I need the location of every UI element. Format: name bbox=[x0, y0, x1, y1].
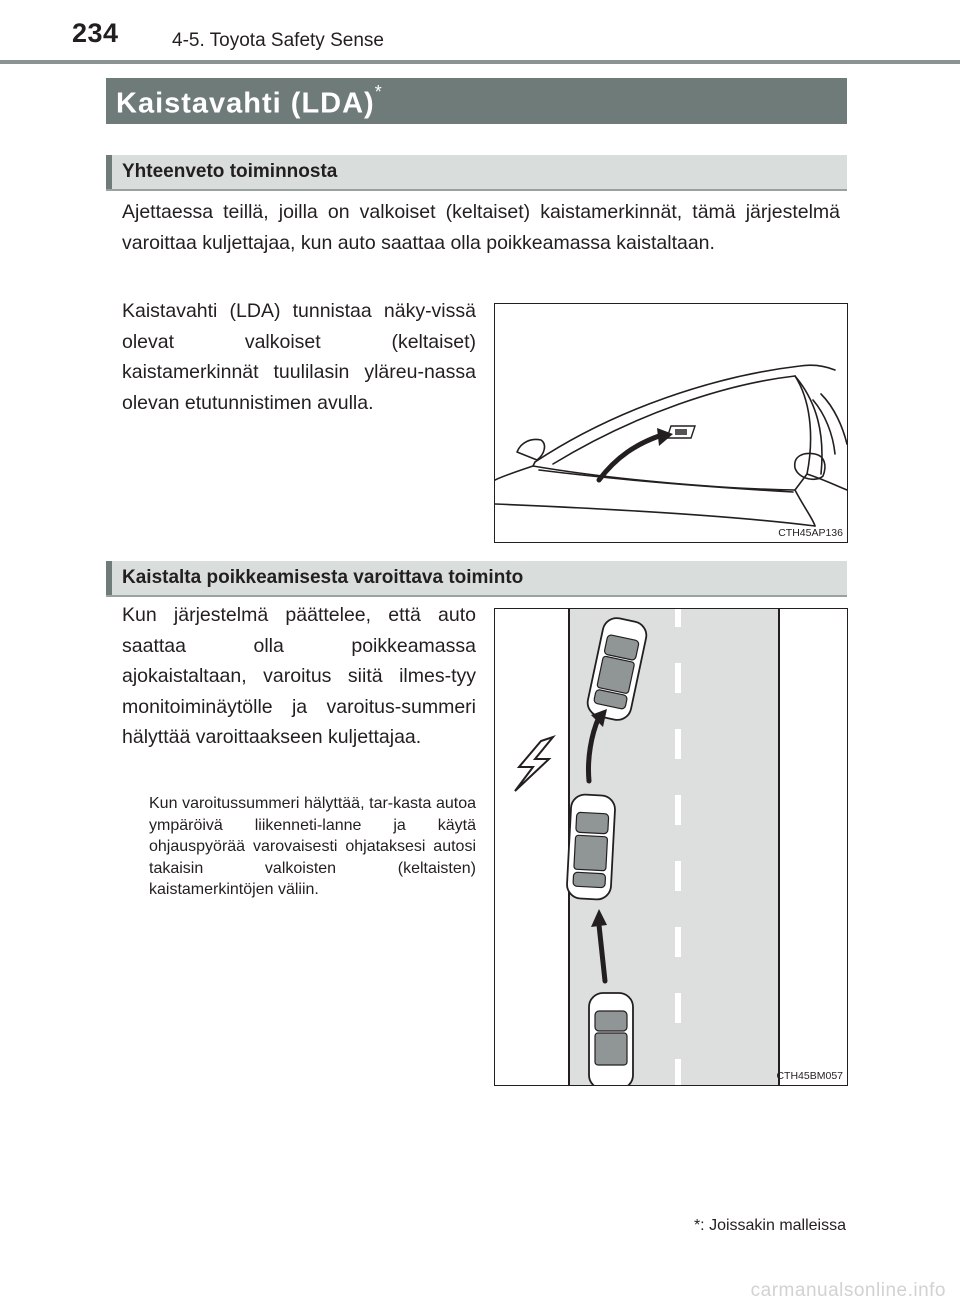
warning-note: Kun varoitussummeri hälyttää, tar-kasta autoa ympäröivä liikenneti-lanne ja käytä ohjauspyörää varovaisesti ohjataksesi autosi takaisin valkoisten (keltaisten) kaistamerkintöjen väliin. bbox=[149, 795, 476, 898]
footnote-asterisk: * bbox=[693, 1217, 701, 1234]
section-heading-label: Kaistalta poikkeamisesta varoittava toiminto bbox=[122, 567, 524, 588]
section-heading-label: Yhteenveto toiminnosta bbox=[122, 161, 338, 182]
intro-paragraph: Ajettaessa teillä, joilla on valkoiset (keltaiset) kaistamerkinnät, tämä järjestelmä varoittaa kuljettajaa, kun auto saattaa olla poikkeamassa kaistaltaan. bbox=[122, 201, 840, 254]
car-bottom bbox=[589, 993, 633, 1085]
front-sensor-icon bbox=[667, 426, 695, 438]
page-title-text: Kaistavahti (LDA) bbox=[116, 87, 375, 120]
car-middle bbox=[566, 794, 615, 900]
title-asterisk: * bbox=[374, 82, 383, 102]
page-title-bar bbox=[106, 78, 847, 124]
footnote-text: : Joissakin malleissa bbox=[700, 1217, 846, 1234]
figure-code: CTH45BM057 bbox=[776, 1070, 843, 1082]
page-title bbox=[116, 82, 383, 121]
section-heading-warning bbox=[106, 561, 847, 597]
windshield-camera-figure bbox=[494, 303, 848, 543]
watermark: carmanualsonline.info bbox=[750, 1280, 946, 1301]
windshield-illustration bbox=[495, 304, 847, 542]
footnote bbox=[694, 1217, 846, 1235]
header-divider bbox=[0, 60, 960, 64]
heading-accent bbox=[106, 155, 112, 189]
sensor-description: Kaistavahti (LDA) tunnistaa näky-vissä olevat valkoiset (keltaiset) kaistamerkinnät tuulilasin yläreu-nassa olevan etutunnistimen avulla. bbox=[122, 300, 476, 414]
lane-departure-figure bbox=[494, 608, 848, 1086]
warning-description: Kun järjestelmä päättelee, että auto saattaa olla poikkeamassa ajokaistaltaan, varoitus siitä ilmes-tyy monitoiminäytölle ja varoitus-summeri hälyttää varoittaakseen kuljettajaa. bbox=[122, 604, 476, 748]
figure-code: CTH45AP136 bbox=[778, 527, 843, 539]
section-heading-summary bbox=[106, 155, 847, 191]
section-path: 4-5. Toyota Safety Sense bbox=[172, 30, 384, 51]
warning-buzzer-symbol bbox=[515, 737, 553, 791]
page-number: 234 bbox=[72, 18, 119, 48]
heading-accent bbox=[106, 561, 112, 595]
lane-departure-illustration bbox=[495, 609, 847, 1085]
